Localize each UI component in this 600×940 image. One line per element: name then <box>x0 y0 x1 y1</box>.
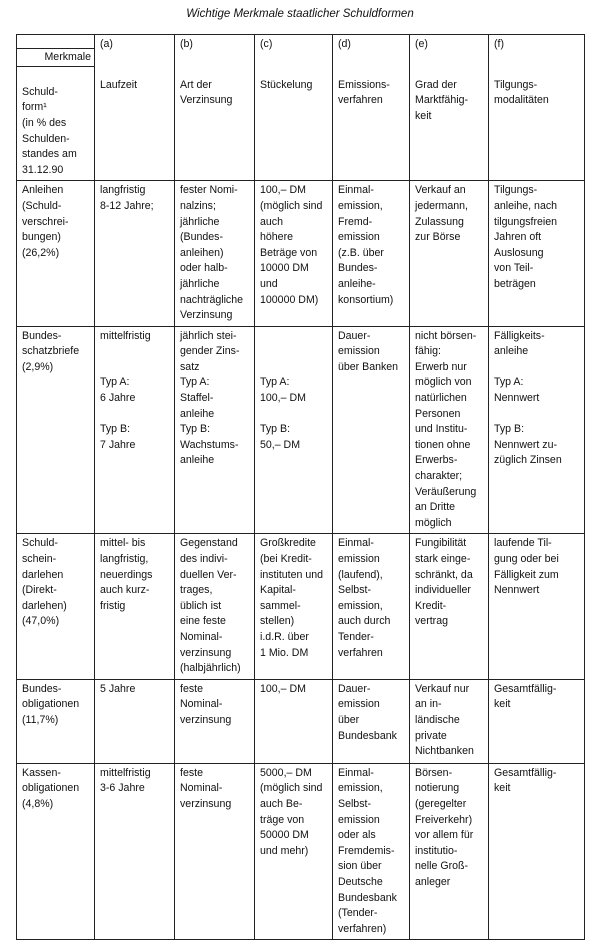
table-cell: mittelfristig Typ A: 6 Jahre Typ B: 7 Jahre <box>95 326 175 534</box>
table-cell: Börsen- notierung (geregelter Freiverkehr) vor allem für institutio- nelle Groß- anleger <box>410 763 489 940</box>
header-letter: (e) <box>410 35 489 76</box>
table-cell: Gesamtfällig- keit <box>489 763 585 940</box>
table-row <box>17 326 585 534</box>
debt-forms-table <box>16 34 585 940</box>
table-cell: Fungibilität stark einge- schränkt, da individueller Kredit- vertrag <box>410 534 489 679</box>
table-cell: Einmal- emission (laufend), Selbst- emission, auch durch Tender- verfahren <box>333 534 410 679</box>
header-letter: (c) <box>255 35 333 76</box>
header-label: Grad der Marktfähig- keit <box>410 76 489 181</box>
table-cell: 5000,– DM (möglich sind auch Be- träge von 50000 DM und mehr) <box>255 763 333 940</box>
header-letter: (b) <box>175 35 255 76</box>
header-label: Art der Verzinsung <box>175 76 255 181</box>
header-letter: (d) <box>333 35 410 76</box>
table-cell: laufende Til- gung oder bei Fälligkeit zum Nennwert <box>489 534 585 679</box>
table-cell: Großkredite (bei Kredit- instituten und Kapital- sammel- stellen) i.d.R. über 1 Mio. DM <box>255 534 333 679</box>
table-cell: feste Nominal- verzinsung <box>175 679 255 763</box>
header-label: Laufzeit <box>95 76 175 181</box>
table-cell: feste Nominal- verzinsung <box>175 763 255 940</box>
header-label: Stückelung <box>255 76 333 181</box>
table-cell: mittelfristig 3-6 Jahre <box>95 763 175 940</box>
row-form-label: Bundes- obligationen (11,7%) <box>17 679 95 763</box>
table-cell: Fälligkeits- anleihe Typ A: Nennwert Typ B: Nennwert zu- züglich Zinsen <box>489 326 585 534</box>
table-cell: Dauer- emission über Bundesbank <box>333 679 410 763</box>
row-form-label: Anleihen (Schuld- verschrei- bungen) (26,2%) <box>17 181 95 326</box>
corner-cell <box>17 35 95 181</box>
row-form-label: Kassen- obligationen (4,8%) <box>17 763 95 940</box>
table-cell: mittel- bis langfristig, neuerdings auch kurz- fristig <box>95 534 175 679</box>
table-row <box>17 679 585 763</box>
table-cell: 100,– DM <box>255 679 333 763</box>
corner-label: Merkmale <box>16 48 95 68</box>
table-title: Wichtige Merkmale staatlicher Schuldformen <box>186 8 414 20</box>
header-letter: (a) <box>95 35 175 76</box>
table-cell: fester Nomi- nalzins; jährliche (Bundes- anleihen) oder halb- jährliche nachträgliche Verzinsung <box>175 181 255 326</box>
table-cell: 100,– DM (möglich sind auch höhere Beträge von 10000 DM und 100000 DM) <box>255 181 333 326</box>
row-form-label: Schuld- schein- darlehen (Direkt- darlehen) (47,0%) <box>17 534 95 679</box>
table-cell: nicht börsen- fähig: Erwerb nur möglich von natürlichen Personen und Institu- tionen ohne Erwerbs- charakter; Veräußerung an Dritte möglich <box>410 326 489 534</box>
table-cell: Tilgungs- anleihe, nach tilgungsfreien Jahren oft Auslosung von Teil- beträgen <box>489 181 585 326</box>
header-label: Emissions- verfahren <box>333 76 410 181</box>
table-cell: Einmal- emission, Fremd- emission (z.B. über Bundes- anleihe- konsortium) <box>333 181 410 326</box>
corner-sublabel: Schuld- form¹ (in % des Schulden- standes am 31.12.90 <box>22 85 77 176</box>
header-letter: (f) <box>489 35 585 76</box>
table-cell: 5 Jahre <box>95 679 175 763</box>
table-cell: Dauer- emission über Banken <box>333 326 410 534</box>
table-cell: Verkauf an jedermann, Zulassung zur Börse <box>410 181 489 326</box>
table-row <box>17 534 585 679</box>
table-cell: Einmal- emission, Selbst- emission oder als Fremdemis- sion über Deutsche Bundesbank (Tender- verfahren) <box>333 763 410 940</box>
table-row <box>17 181 585 326</box>
header-letter-row <box>17 35 585 76</box>
table-row <box>17 763 585 940</box>
table-cell: langfristig 8-12 Jahre; <box>95 181 175 326</box>
table-cell: Gesamtfällig- keit <box>489 679 585 763</box>
table-cell: Typ A: 100,– DM Typ B: 50,– DM <box>255 326 333 534</box>
header-label-row <box>17 76 585 181</box>
table-cell: Gegenstand des indivi- duellen Ver- trages, üblich ist eine feste Nominal- verzinsung (halbjährlich) <box>175 534 255 679</box>
row-form-label: Bundes- schatzbriefe (2,9%) <box>17 326 95 534</box>
table-cell: jährlich stei- gender Zins- satz Typ A: Staffel- anleihe Typ B: Wachstums- anleihe <box>175 326 255 534</box>
header-label: Tilgungs- modalitäten <box>489 76 585 181</box>
table-cell: Verkauf nur an in- ländische private Nichtbanken <box>410 679 489 763</box>
